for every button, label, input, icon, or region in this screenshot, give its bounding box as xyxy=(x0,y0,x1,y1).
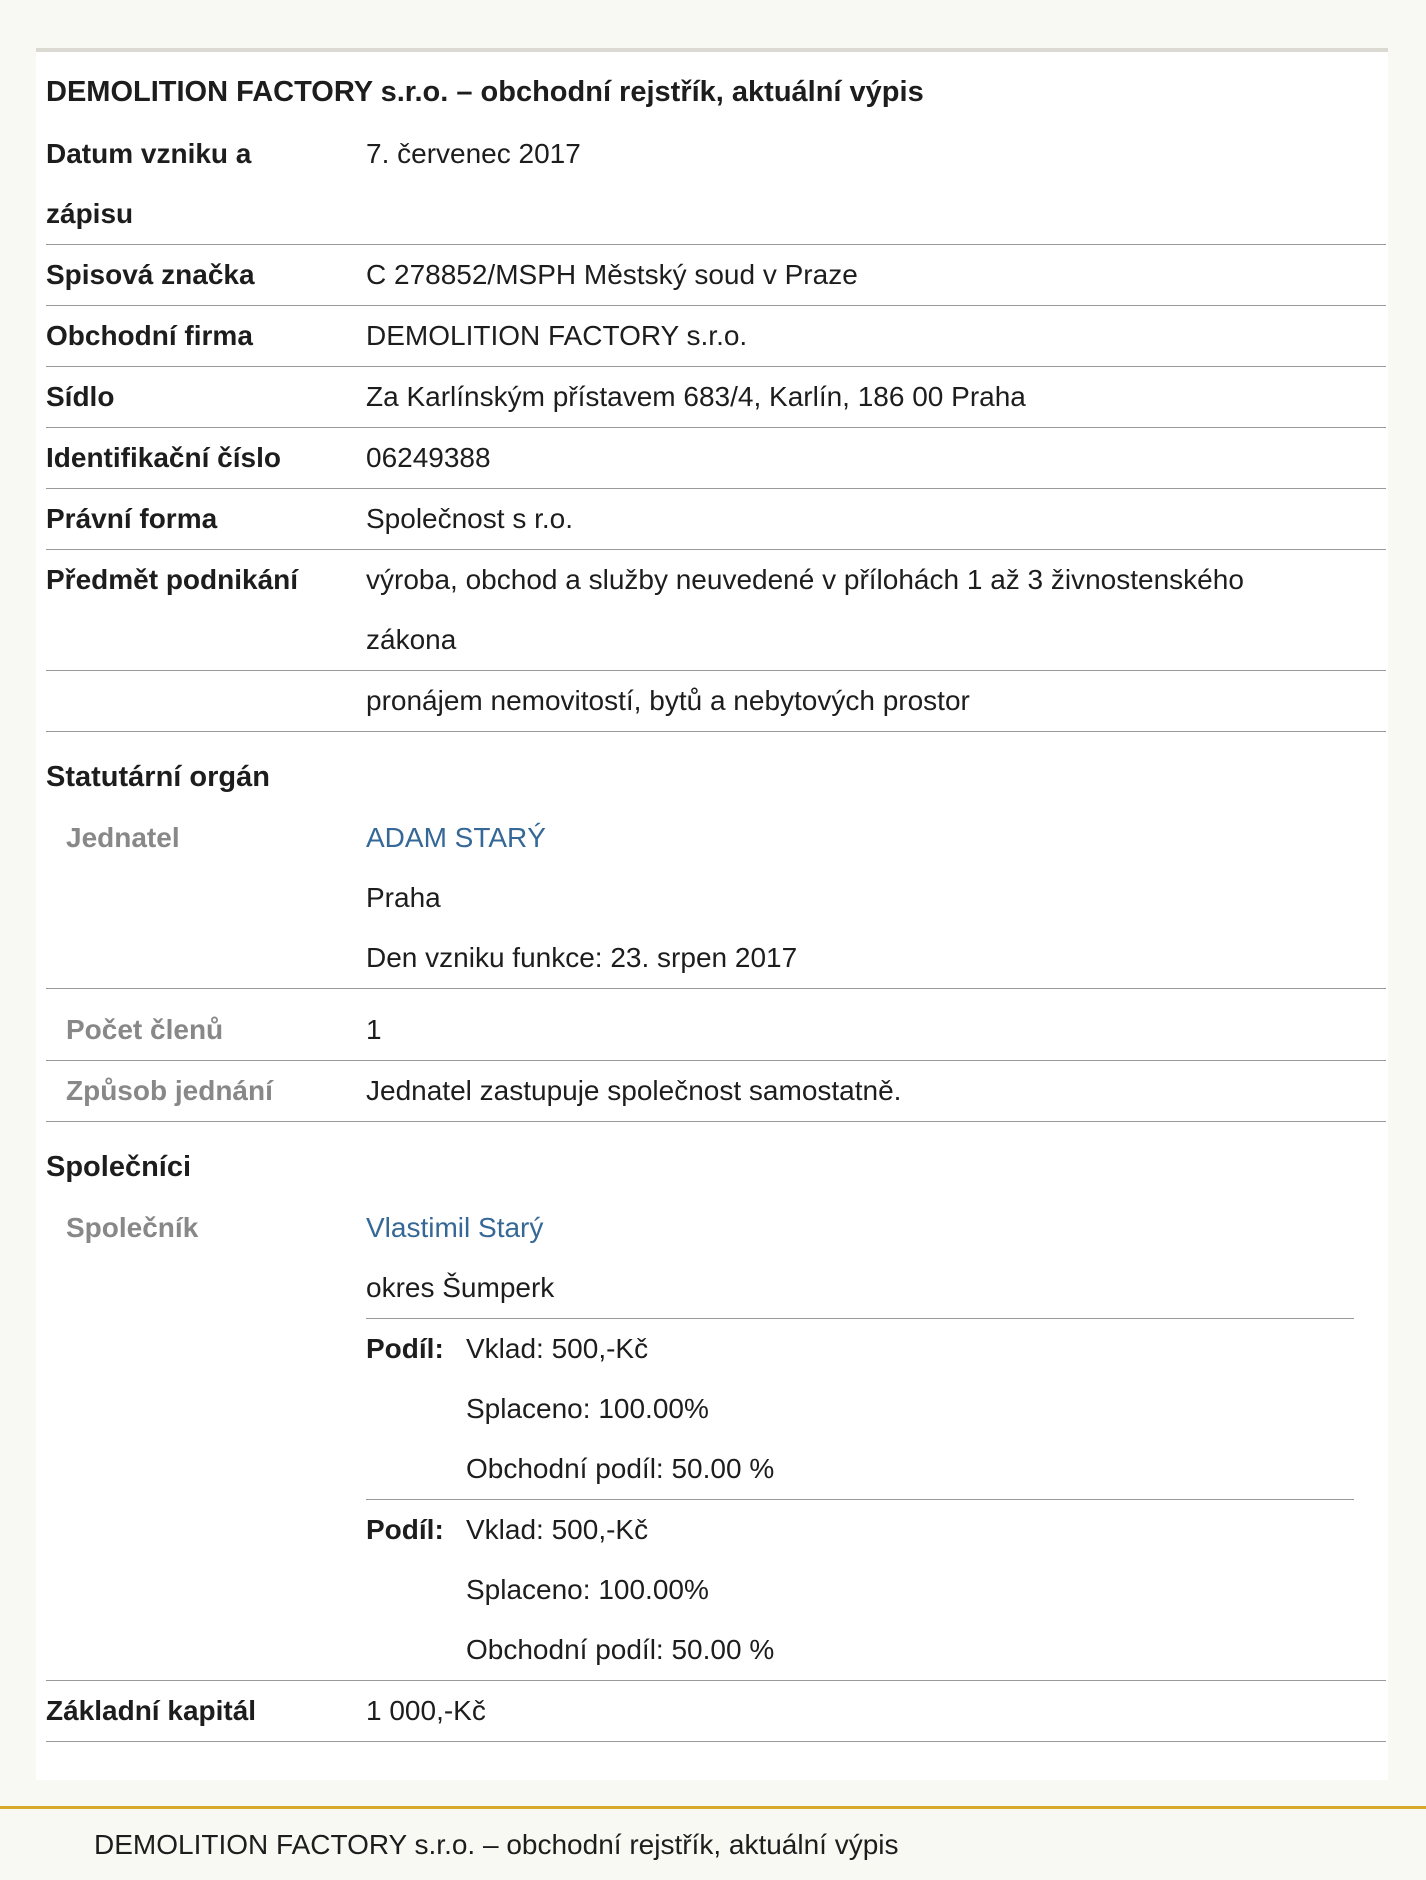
row-label-line: Datum vzniku a xyxy=(46,138,252,169)
footer-divider xyxy=(0,1806,1426,1809)
row-date-of-origin xyxy=(46,124,1386,245)
row-value: DEMOLITION FACTORY s.r.o. xyxy=(366,320,748,351)
row-value: Jednatel zastupuje společnost samostatně. xyxy=(366,1075,902,1106)
share-values xyxy=(466,1500,1354,1680)
row-value xyxy=(366,550,1386,670)
row-value xyxy=(366,124,1386,244)
executive-city: Praha xyxy=(366,882,441,913)
footer-title: DEMOLITION FACTORY s.r.o. – obchodní rejstřík, aktuální výpis xyxy=(94,1829,899,1860)
row-value: Společnost s r.o. xyxy=(366,503,574,534)
row-value: 1 000,-Kč xyxy=(366,1695,486,1726)
row-label: Spisová značka xyxy=(46,259,255,290)
share-label: Podíl: xyxy=(366,1514,444,1545)
row-business-activity-2 xyxy=(46,671,1386,732)
row-business-activity xyxy=(46,550,1386,671)
executive-name-link[interactable]: ADAM STARÝ xyxy=(366,822,546,853)
executive-since: Den vzniku funkce: 23. srpen 2017 xyxy=(366,942,798,973)
register-extract-card xyxy=(36,48,1388,1780)
row-sublabel: Způsob jednání xyxy=(66,1075,273,1106)
row-label: Identifikační číslo xyxy=(46,442,281,473)
row-identification-number xyxy=(46,428,1386,489)
row-executive xyxy=(46,808,1386,989)
row-member-count xyxy=(46,989,1386,1061)
row-value-line: 7. červenec 2017 xyxy=(366,138,581,169)
row-sublabel: Společník xyxy=(66,1212,199,1243)
row-value xyxy=(366,808,1386,988)
row-label: Obchodní firma xyxy=(46,320,253,351)
share-deposit: Vklad: 500,-Kč xyxy=(466,1514,649,1545)
row-partner xyxy=(46,1198,1386,1681)
page-title: DEMOLITION FACTORY s.r.o. – obchodní rejstřík, aktuální výpis xyxy=(46,76,924,108)
share-paid: Splaceno: 100.00% xyxy=(466,1574,709,1605)
row-sublabel: Jednatel xyxy=(66,822,180,853)
row-value-line: zákona xyxy=(366,624,457,655)
partner-name-link[interactable]: Vlastimil Starý xyxy=(366,1212,544,1243)
row-label xyxy=(46,124,366,244)
row-share-capital xyxy=(46,1681,1386,1742)
row-value xyxy=(366,1198,1386,1680)
row-file-number xyxy=(46,245,1386,306)
share-values xyxy=(466,1319,1354,1499)
share-label: Podíl: xyxy=(366,1333,444,1364)
row-registered-office xyxy=(46,367,1386,428)
row-legal-form xyxy=(46,489,1386,550)
row-company-name xyxy=(46,306,1386,367)
register-extract-content xyxy=(46,52,1386,1742)
row-value: Za Karlínským přístavem 683/4, Karlín, 186 00 Praha xyxy=(366,381,1026,412)
row-label: Základní kapitál xyxy=(46,1695,257,1726)
section-partners: Společníci xyxy=(46,1151,192,1183)
row-acting-method xyxy=(46,1061,1386,1122)
row-label-line: zápisu xyxy=(46,198,134,229)
row-label xyxy=(46,671,366,731)
share-deposit: Vklad: 500,-Kč xyxy=(466,1333,649,1364)
section-statutory-body: Statutární orgán xyxy=(46,761,270,793)
row-value: 1 xyxy=(366,1014,382,1045)
partner-district: okres Šumperk xyxy=(366,1272,555,1303)
share-block xyxy=(366,1499,1354,1680)
row-value: 06249388 xyxy=(366,442,491,473)
share-business-share: Obchodní podíl: 50.00 % xyxy=(466,1453,775,1484)
share-block xyxy=(366,1318,1354,1499)
row-sublabel: Počet členů xyxy=(66,1014,224,1045)
row-value: C 278852/MSPH Městský soud v Praze xyxy=(366,259,858,290)
share-business-share: Obchodní podíl: 50.00 % xyxy=(466,1634,775,1665)
row-label: Předmět podnikání xyxy=(46,564,299,595)
share-paid: Splaceno: 100.00% xyxy=(466,1393,709,1424)
row-value-line: výroba, obchod a služby neuvedené v přílohách 1 až 3 živnostenského xyxy=(366,564,1244,595)
row-label: Právní forma xyxy=(46,503,218,534)
row-value: pronájem nemovitostí, bytů a nebytových prostor xyxy=(366,685,970,716)
row-label: Sídlo xyxy=(46,381,115,412)
